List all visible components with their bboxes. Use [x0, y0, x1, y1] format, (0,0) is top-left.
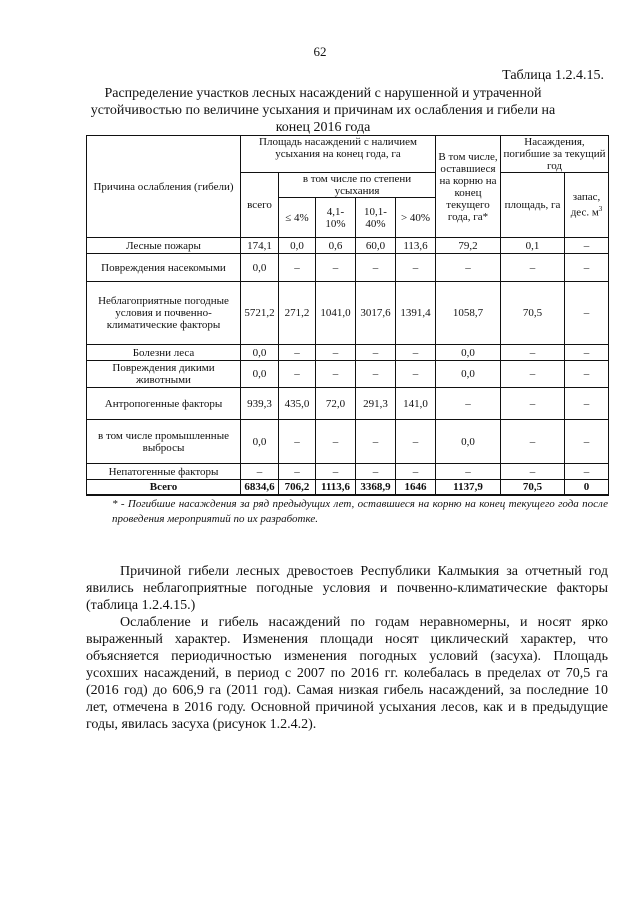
- cell-total: 0,0: [241, 420, 279, 464]
- cell-d1: 435,0: [279, 388, 316, 420]
- cell-d2: –: [316, 254, 356, 282]
- table-row: [87, 361, 609, 388]
- cell-d1: 0,0: [279, 238, 316, 254]
- cell-remaining: 0,0: [436, 420, 501, 464]
- table-row: [87, 345, 609, 361]
- cell-d1: –: [279, 254, 316, 282]
- cell-dead-area: –: [501, 345, 565, 361]
- header-dead-stock: запас, дес. $м^3$: [565, 173, 609, 238]
- cell-cause: Неблагоприятные погодные условия и почвенно-климатические факторы: [87, 282, 241, 345]
- header-degree-2: 4,1-10%: [316, 198, 356, 238]
- cell-d4: –: [396, 464, 436, 480]
- cell-d2: –: [316, 464, 356, 480]
- cell-total: 0,0: [241, 345, 279, 361]
- header-remaining: В том числе, оставшиеся на корню на конец текущего года, га*: [436, 136, 501, 238]
- cell-d2: 1041,0: [316, 282, 356, 345]
- header-area-group: Площадь насаждений с наличием усыхания на конец года, га: [241, 136, 436, 173]
- cell-d4: –: [396, 420, 436, 464]
- cell-d3: –: [356, 254, 396, 282]
- cell-dead-area: –: [501, 464, 565, 480]
- table-row: [87, 282, 609, 345]
- body-paragraph: Причиной гибели лесных древостоев Республики Калмыкия за отчетный год явились неблагоприятные погодные условия и почвенно-климатические факторы (таблица 1.2.4.15.): [86, 564, 608, 613]
- total-row: [87, 480, 609, 495]
- cell-d1: –: [279, 345, 316, 361]
- cell-d2: –: [316, 361, 356, 388]
- cell-d3: 3368,9: [356, 480, 396, 495]
- cell-d2: –: [316, 345, 356, 361]
- cell-dead-stock: –: [565, 238, 609, 254]
- cell-d1: 271,2: [279, 282, 316, 345]
- cell-dead-stock: –: [565, 361, 609, 388]
- cell-dead-area: 0,1: [501, 238, 565, 254]
- header-cause: Причина ослабления (гибели): [87, 136, 241, 238]
- table-footnote: * - Погибшие насаждения за ряд предыдущих лет, оставшиеся на корню на конец текущего года после проведения мероприятий по их разработке.: [112, 498, 608, 525]
- cell-total: 174,1: [241, 238, 279, 254]
- cell-d4: 1391,4: [396, 282, 436, 345]
- header-by-degree: в том числе по степени усыхания: [279, 173, 436, 198]
- cell-d3: 60,0: [356, 238, 396, 254]
- cell-remaining: 0,0: [436, 361, 501, 388]
- header-degree-1: ≤ 4%: [279, 198, 316, 238]
- cell-remaining: –: [436, 388, 501, 420]
- cell-d3: –: [356, 464, 396, 480]
- cell-cause: Всего: [87, 480, 241, 495]
- cell-d4: –: [396, 361, 436, 388]
- cell-d4: 141,0: [396, 388, 436, 420]
- cell-cause: Повреждения дикими животными: [87, 361, 241, 388]
- cell-dead-stock: –: [565, 345, 609, 361]
- header-dead-area: площадь, га: [501, 173, 565, 238]
- cell-d2: 0,6: [316, 238, 356, 254]
- cell-d4: 1646: [396, 480, 436, 495]
- cell-cause: Повреждения насекомыми: [87, 254, 241, 282]
- page-number: 62: [313, 44, 327, 59]
- header-degree-4: > 40%: [396, 198, 436, 238]
- cell-cause: Непатогенные факторы: [87, 464, 241, 480]
- cell-dead-stock: –: [565, 282, 609, 345]
- cell-d3: –: [356, 345, 396, 361]
- table-row: [87, 254, 609, 282]
- table-row: [87, 238, 609, 254]
- cell-total: 5721,2: [241, 282, 279, 345]
- header-total: всего: [241, 173, 279, 238]
- cell-dead-stock: –: [565, 388, 609, 420]
- cell-dead-area: 70,5: [501, 282, 565, 345]
- cell-dead-stock: 0: [565, 480, 609, 495]
- cell-cause: Болезни леса: [87, 345, 241, 361]
- cell-total: 0,0: [241, 254, 279, 282]
- cell-d3: 291,3: [356, 388, 396, 420]
- cell-dead-area: 70,5: [501, 480, 565, 495]
- cell-remaining: 1137,9: [436, 480, 501, 495]
- forest-damage-table: [86, 135, 609, 496]
- cell-dead-area: –: [501, 388, 565, 420]
- cell-remaining: –: [436, 464, 501, 480]
- cell-dead-area: –: [501, 254, 565, 282]
- cell-dead-area: –: [501, 361, 565, 388]
- cell-total: 0,0: [241, 361, 279, 388]
- cell-remaining: 0,0: [436, 345, 501, 361]
- cell-d4: –: [396, 345, 436, 361]
- cell-dead-stock: –: [565, 420, 609, 464]
- cell-dead-stock: –: [565, 254, 609, 282]
- cell-total: –: [241, 464, 279, 480]
- cell-dead-stock: –: [565, 464, 609, 480]
- cell-d1: –: [279, 464, 316, 480]
- cell-d3: 3017,6: [356, 282, 396, 345]
- table-caption: Распределение участков лесных насаждений с нарушенной и утраченной устойчивостью по величине усыхания и причинам их ослабления и гибели на конец 2016 года: [90, 86, 556, 135]
- cell-remaining: –: [436, 254, 501, 282]
- table-row: [87, 420, 609, 464]
- cell-d1: 706,2: [279, 480, 316, 495]
- cell-d1: –: [279, 361, 316, 388]
- table-row: [87, 464, 609, 480]
- cell-total: 939,3: [241, 388, 279, 420]
- cell-cause: в том числе промышленные выбросы: [87, 420, 241, 464]
- cell-d3: –: [356, 420, 396, 464]
- cell-d4: –: [396, 254, 436, 282]
- cell-remaining: 1058,7: [436, 282, 501, 345]
- table-row: [87, 388, 609, 420]
- header-dead-group: Насаждения, погибшие за текущий год: [501, 136, 609, 173]
- cell-d2: –: [316, 420, 356, 464]
- table-label: Таблица 1.2.4.15.: [502, 68, 604, 83]
- cell-d2: 1113,6: [316, 480, 356, 495]
- cell-d2: 72,0: [316, 388, 356, 420]
- header-degree-3: 10,1-40%: [356, 198, 396, 238]
- cell-d3: –: [356, 361, 396, 388]
- cell-d4: 113,6: [396, 238, 436, 254]
- cell-cause: Антропогенные факторы: [87, 388, 241, 420]
- cell-remaining: 79,2: [436, 238, 501, 254]
- cell-d1: –: [279, 420, 316, 464]
- cell-total: 6834,6: [241, 480, 279, 495]
- cell-cause: Лесные пожары: [87, 238, 241, 254]
- body-paragraph: Ослабление и гибель насаждений по годам неравномерны, и носят ярко выраженный характер. Изменения площади носят циклический характер, что объясняется периодичностью изменения погодных условий (засуха). Площадь усохших насаждений, в период с 2007 по 2016 гг. колебалась в пределах от 70,5 га (2016 год) до 606,9 га (2011 год). Самая низкая гибель насаждений, за последние 10 лет, отмечена в 2016 году. Основной причиной усыхания лесов, как и в предыдущие годы, явилась засуха (рисунок 1.2.4.2).: [86, 615, 608, 732]
- cell-dead-area: –: [501, 420, 565, 464]
